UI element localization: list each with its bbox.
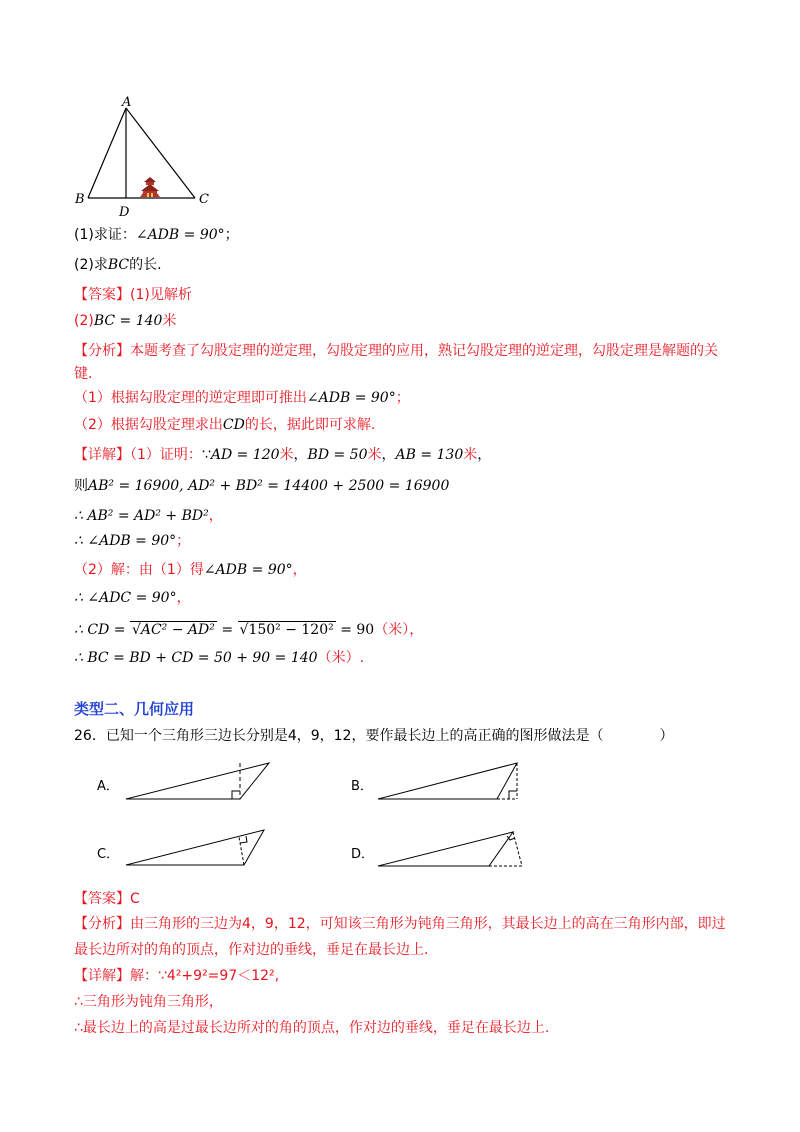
answer25-line2: (2)BC = 140米 — [74, 313, 177, 329]
option-c-label: C． — [97, 847, 120, 862]
q25-part1: (1)求证：∠ADB = 90°； — [74, 227, 239, 243]
detail26-line2: ∴三角形为钝角三角形， — [74, 994, 223, 1010]
option-c-figure[interactable] — [118, 826, 278, 872]
detail25-line7: ∴ CD = √AC² − AD² = √150² − 120² = 90（米）， — [74, 622, 424, 638]
option-b-figure[interactable] — [370, 758, 530, 804]
label-b: B — [75, 192, 85, 207]
label-a: A — [122, 95, 132, 110]
sqrt-expression-1: √AC² − AD² — [131, 622, 215, 638]
option-d-label: D． — [351, 847, 375, 862]
answer25-line1: 【答案】(1)见解析 — [74, 287, 192, 303]
analysis26-line1: 【分析】由三角形的三边为4，9，12，可知该三角形为钝角三角形，其最长边上的高在三角形内部，即过 — [74, 916, 726, 932]
analysis25-line2: 键. — [74, 366, 93, 382]
detail25-line2: 则AB² = 16900, AD² + BD² = 14400 + 2500 = 16900 — [74, 478, 450, 494]
tower-icon — [140, 177, 160, 197]
detail25-line6: ∴ ∠ADC = 90°， — [74, 590, 191, 606]
detail25-line8: ∴ BC = BD + CD = 50 + 90 = 140（米）. — [74, 650, 365, 666]
label-c: C — [199, 192, 209, 207]
detail25-line5: （2）解：由（1）得∠ADB = 90°， — [74, 562, 307, 578]
detail26-line3: ∴最长边上的高是过最长边所对的角的顶点，作对边的垂线，垂足在最长边上. — [74, 1020, 550, 1036]
label-d: D — [119, 205, 130, 220]
section-heading: 类型二、几何应用 — [74, 700, 195, 718]
triangle-abc-figure — [70, 94, 220, 220]
detail25-line3: ∴ AB² = AD² + BD²， — [74, 508, 223, 524]
analysis26-line2: 最长边所对的角的顶点，作对边的垂线，垂足在最长边上. — [74, 942, 429, 958]
analysis25-line1: 【分析】本题考查了勾股定理的逆定理，勾股定理的应用，熟记勾股定理的逆定理，勾股定理是解题的关 — [74, 343, 718, 359]
q26-stem: 26．已知一个三角形三边长分别是4，9，12，要作最长边上的高正确的图形做法是（ ） — [74, 728, 674, 744]
answer26: 【答案】C — [74, 891, 140, 907]
detail25-line4: ∴ ∠ADB = 90°； — [74, 533, 191, 549]
option-a-label: A． — [97, 779, 119, 794]
q25-part2: (2)求BC的长. — [74, 257, 162, 273]
sqrt-expression-2: √150² − 120² — [239, 622, 334, 638]
detail26-line1: 【详解】解：∵4²+9²=97＜12², — [74, 968, 280, 984]
detail25-line1: 【详解】（1）证明：∵AD = 120米，BD = 50米，AB = 130米， — [74, 447, 492, 463]
analysis25-p1: （1）根据勾股定理的逆定理即可推出∠ADB = 90°； — [74, 390, 410, 406]
option-d-figure[interactable] — [370, 826, 530, 872]
option-b-label: B． — [351, 779, 373, 794]
analysis25-p2: （2）根据勾股定理求出CD的长，据此即可求解. — [74, 417, 376, 433]
option-a-figure[interactable] — [118, 758, 278, 804]
